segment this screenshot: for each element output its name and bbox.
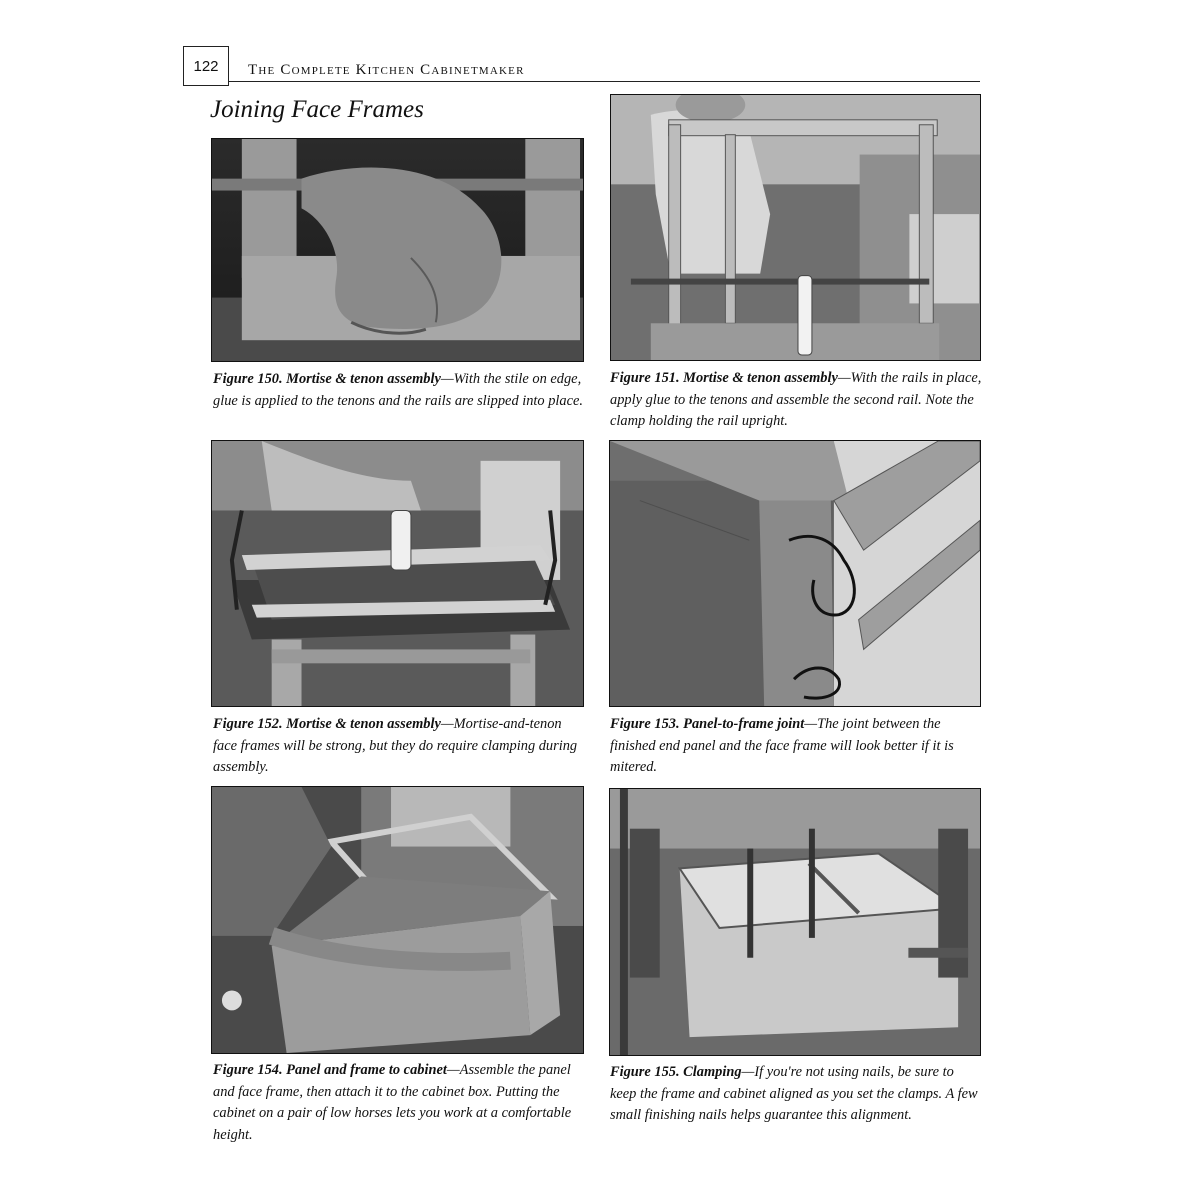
section-title: Joining Face Frames xyxy=(210,96,424,123)
figure-152-photo xyxy=(211,440,584,707)
figure-153-text: —The joint between the finished end panel and the face frame will look better if it is mitered. xyxy=(610,716,954,775)
figure-152-caption xyxy=(213,714,585,779)
page-number: 122 xyxy=(193,57,219,75)
running-title: The Complete Kitchen Cabinetmaker xyxy=(248,62,525,78)
figure-151-text: —With the rails in place, apply glue to the tenons and assemble the second rail. Note the clamp holding the rail upright. xyxy=(610,370,982,429)
header-rule xyxy=(229,81,980,82)
figure-150-photo xyxy=(211,138,584,362)
figure-151-caption xyxy=(610,368,982,433)
figure-153-label: Figure 153. Panel-to-frame joint xyxy=(610,716,805,732)
figure-152-label: Figure 152. Mortise & tenon assembly xyxy=(213,716,441,732)
figure-154-photo xyxy=(211,786,584,1054)
figure-151-photo xyxy=(610,94,981,361)
page-number-box xyxy=(183,46,229,86)
figure-155-label: Figure 155. Clamping xyxy=(610,1064,742,1080)
figure-150-text: —With the stile on edge, glue is applied to the tenons and the rails are slipped into place. xyxy=(213,371,583,409)
figure-152-text: —Mortise-and-tenon face frames will be strong, but they do require clamping during assembly. xyxy=(213,716,578,775)
figure-155-photo xyxy=(609,788,981,1056)
figure-154-caption xyxy=(213,1060,585,1146)
figure-155-text: —If you're not using nails, be sure to keep the frame and cabinet aligned as you set the clamps. A few small finishing nails helps guarantee this alignment. xyxy=(610,1064,978,1123)
figure-151-label: Figure 151. Mortise & tenon assembly xyxy=(610,370,838,386)
figure-154-label: Figure 154. Panel and frame to cabinet xyxy=(213,1062,447,1078)
figure-150-label: Figure 150. Mortise & tenon assembly xyxy=(213,371,441,387)
figure-150-caption xyxy=(213,369,585,412)
figure-153-caption xyxy=(610,714,982,779)
figure-154-text: —Assemble the panel and face frame, then attach it to the cabinet box. Putting the cabinet on a pair of low horses lets you work at a comfortable height. xyxy=(213,1062,572,1143)
figure-153-photo xyxy=(609,440,981,707)
figure-155-caption xyxy=(610,1062,982,1127)
